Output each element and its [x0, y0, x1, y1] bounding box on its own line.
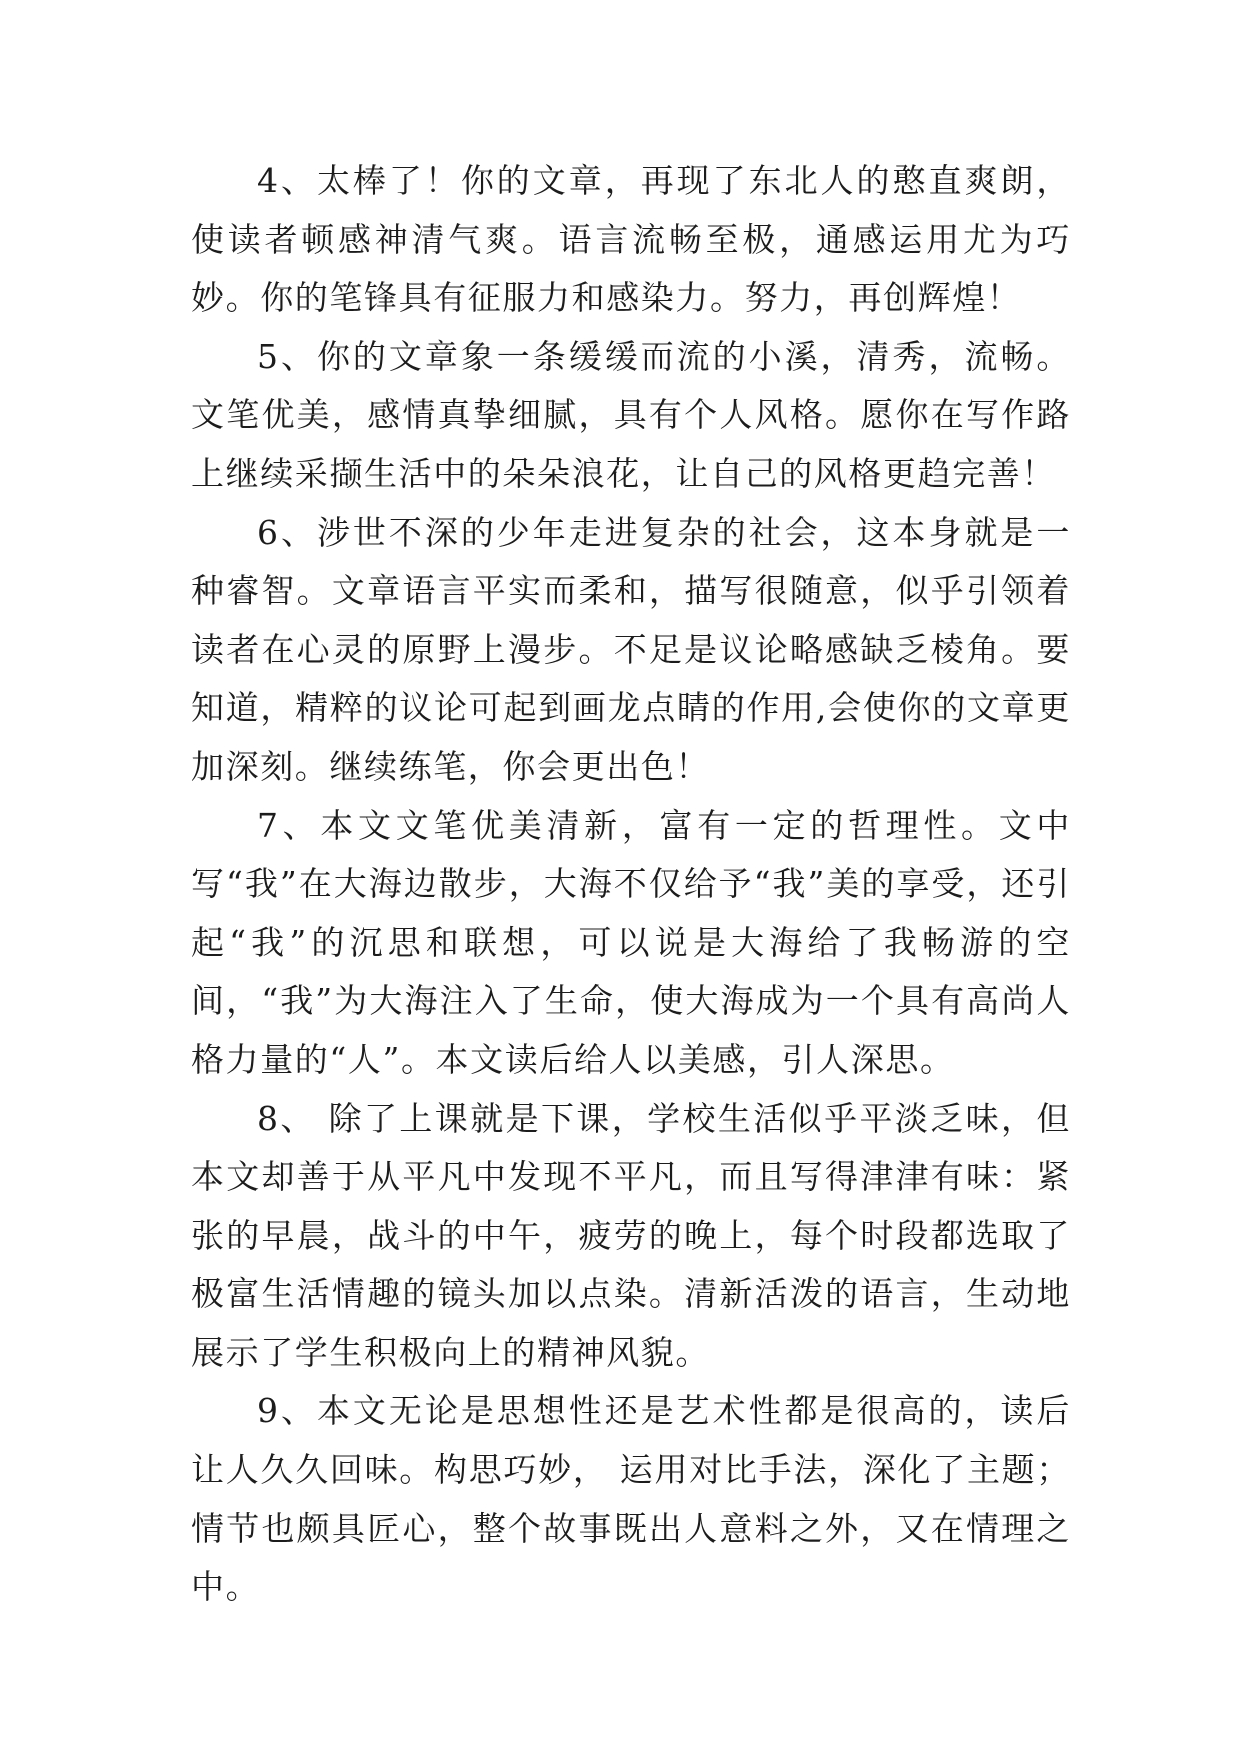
comment-paragraph-4: 4、太棒了！你的文章，再现了东北人的憨直爽朗，使读者顿感神清气爽。语言流畅至极，通感运用尤为巧妙。你的笔锋具有征服力和感染力。努力，再创辉煌！ [191, 161, 1071, 318]
document-body [191, 152, 1071, 1617]
comment-paragraph-8: 8、 除了上课就是下课，学校生活似乎平淡乏味，但本文却善于从平凡中发现不平凡，而且写得津津有味：紧张的早晨，战斗的中午，疲劳的晚上，每个时段都选取了极富生活情趣的镜头加以点染。清新活泼的语言，生动地展示了学生积极向上的精神风貌。 [191, 1098, 1071, 1372]
comment-paragraph-5: 5、你的文章象一条缓缓而流的小溪，清秀，流畅。文笔优美，感情真挚细腻，具有个人风格。愿你在写作路上继续采撷生活中的朵朵浪花，让自己的风格更趋完善！ [191, 336, 1071, 493]
comment-paragraph-7: 7、本文文笔优美清新，富有一定的哲理性。文中写“我”在大海边散步，大海不仅给予“我”美的享受，还引起“我”的沉思和联想，可以说是大海给了我畅游的空间，“我”为大海注入了生命，使大海成为一个具有高尚人格力量的“人”。本文读后给人以美感，引人深思。 [191, 805, 1071, 1079]
comment-paragraph-6: 6、涉世不深的少年走进复杂的社会，这本身就是一种睿智。文章语言平实而柔和，描写很随意，似乎引领着读者在心灵的原野上漫步。不足是议论略感缺乏棱角。要知道，精粹的议论可起到画龙点睛的作用,会使你的文章更加深刻。继续练笔，你会更出色！ [191, 512, 1071, 786]
comment-paragraph-9: 9、本文无论是思想性还是艺术性都是很高的，读后让人久久回味。构思巧妙， 运用对比手法，深化了主题；情节也颇具匠心，整个故事既出人意料之外，又在情理之中。 [191, 1391, 1071, 1607]
